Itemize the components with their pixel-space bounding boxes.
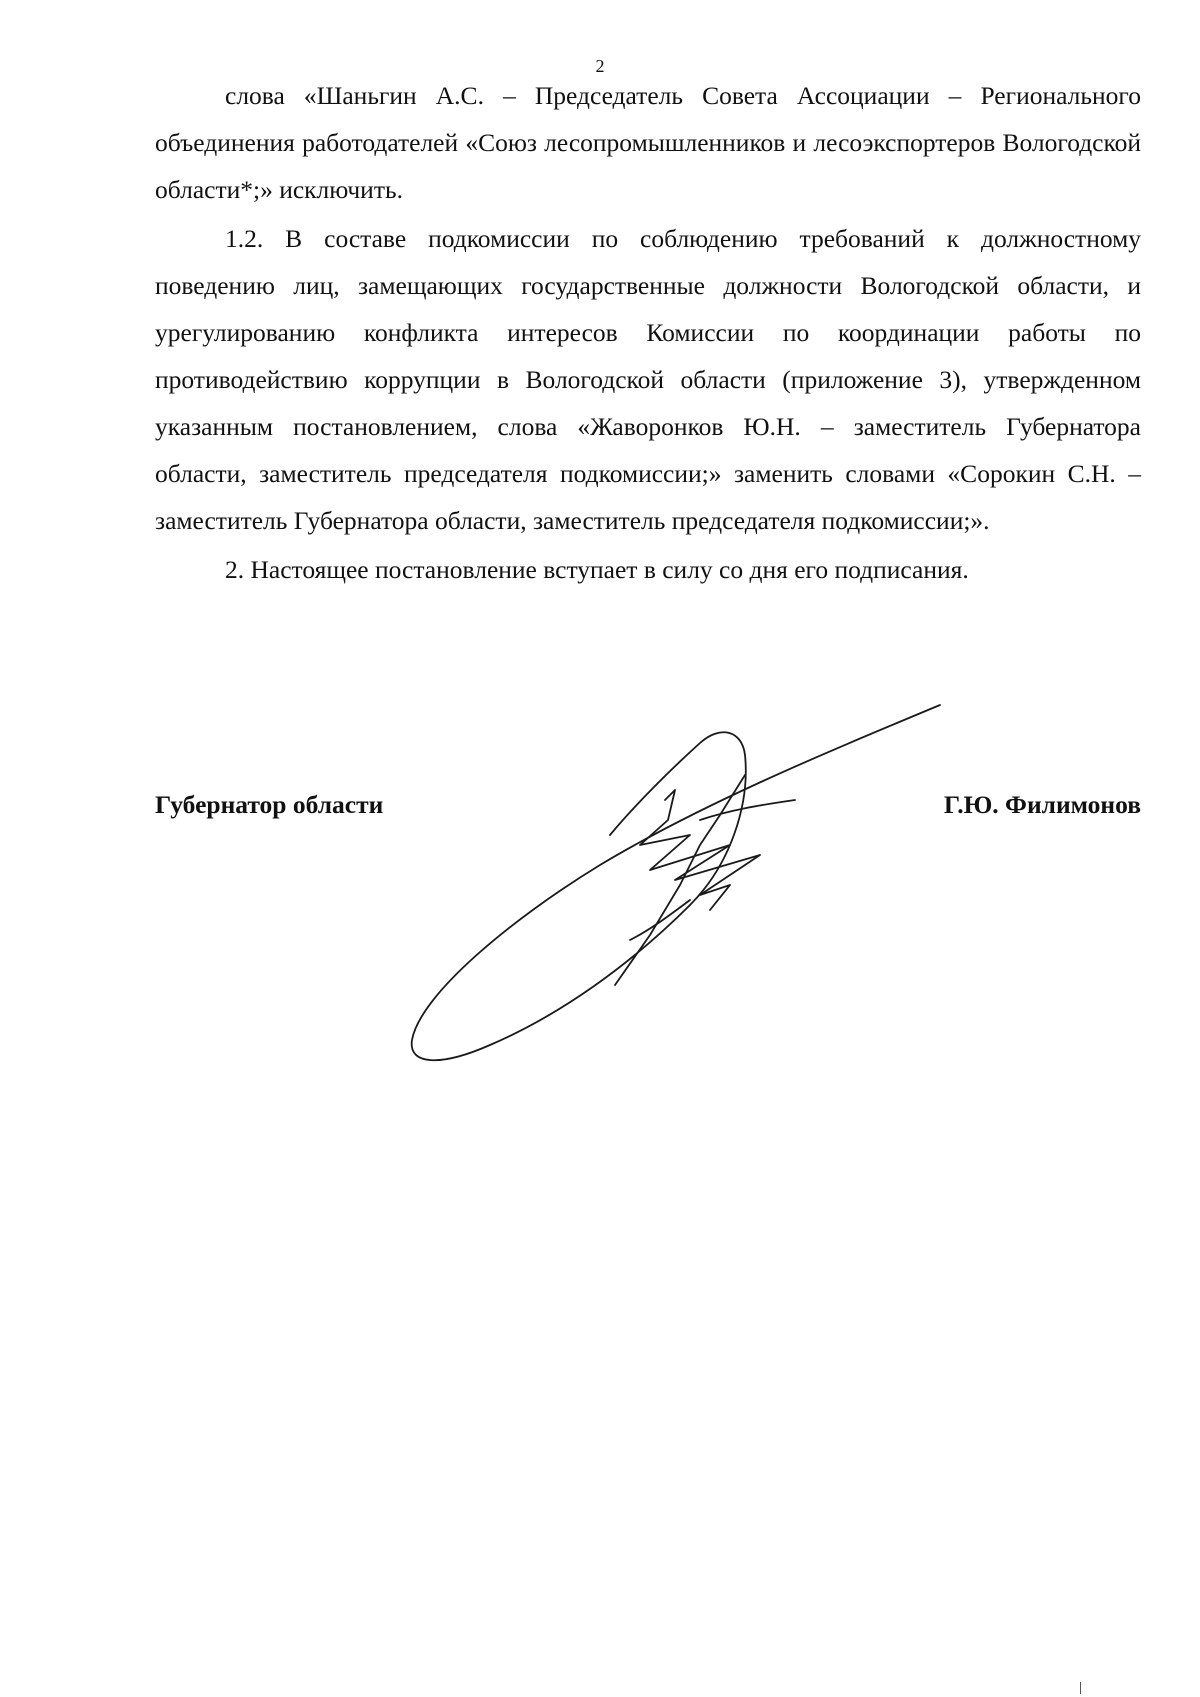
- handwritten-signature: [400, 695, 960, 1075]
- paragraph-2: 1.2. В составе подкомиссии по соблюдению требований к должностному поведению лиц, замещающих государственные должности Вологодской области, и урегулированию конфликта интересов Комиссии по координации работы по противодействию коррупции в Вологодской области (приложение 3), утвержденном указанным постановлением, слова «Жаворонков Ю.Н. – заместитель Губернатора области, заместитель председателя подкомиссии;» заменить словами «Сорокин С.Н. – заместитель Губернатора области, заместитель председателя подкомиссии;».: [155, 224, 1141, 535]
- signature-loop: [412, 705, 940, 1060]
- paragraph-1: слова «Шаньгин А.С. – Председатель Совета Ассоциации – Регионального объединения работодателей «Союз лесопромышленников и лесоэкспортеров Вологодской области*;» исключить.: [155, 81, 1141, 204]
- signatory-name: Г.Ю. Филимонов: [943, 790, 1141, 819]
- signatory-position: Губернатор области: [155, 790, 384, 819]
- page-number: 2: [595, 56, 605, 76]
- paragraph-3: 2. Настоящее постановление вступает в силу со дня его подписания.: [225, 555, 969, 584]
- signature-block: [155, 790, 1141, 830]
- document-body: [155, 72, 1141, 595]
- scan-mark: [1080, 1682, 1081, 1694]
